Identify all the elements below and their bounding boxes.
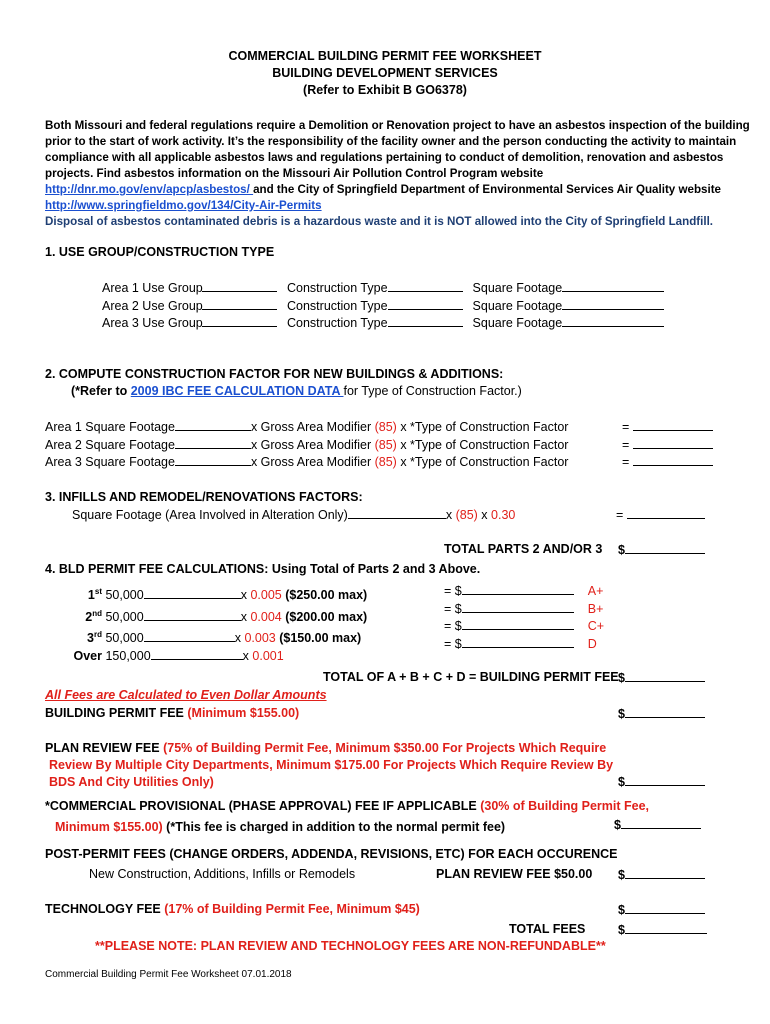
technology-fee-value: $ xyxy=(618,902,705,917)
section1-row: Area 3 Use Group Construction Type Square Footage xyxy=(102,315,664,333)
non-refundable-note: **PLEASE NOTE: PLAN REVIEW AND TECHNOLOGY FEES ARE NON-REFUNDABLE** xyxy=(95,939,606,953)
tier2-result-field[interactable] xyxy=(462,601,574,613)
intro-line2: prior to the start of work activity. It’s the responsibility of the facility owner and the person conducting the activity to maintain xyxy=(45,135,737,148)
section1-heading: 1. USE GROUP/CONSTRUCTION TYPE xyxy=(45,245,275,259)
square-footage-3-field[interactable] xyxy=(562,315,664,327)
use-group-2-field[interactable] xyxy=(202,298,277,310)
use-group-1-field[interactable] xyxy=(202,280,277,292)
section2-rows xyxy=(45,419,568,472)
provisional-fee-field[interactable] xyxy=(621,817,701,829)
section2-results: = = = xyxy=(622,419,713,472)
title-line3: (Refer to Exhibit B GO6378) xyxy=(303,83,467,97)
section3-row: Square Footage (Area Involved in Alteration Only) x (85) x 0.30 xyxy=(72,508,516,522)
section2-row: Area 2 Square Footage x Gross Area Modifier (85) x *Type of Construction Factor xyxy=(45,437,569,452)
total-fees-label: TOTAL FEES xyxy=(509,922,586,936)
section1-row: Area 1 Use Group Construction Type Square Footage xyxy=(102,280,664,298)
tier4-result-field[interactable] xyxy=(462,636,574,648)
tier2-field[interactable] xyxy=(144,609,241,621)
technology-fee-field[interactable] xyxy=(625,902,705,914)
post-permit-fee-value: $ xyxy=(618,867,705,882)
area1-result-field[interactable] xyxy=(633,419,713,431)
square-footage-2-field[interactable] xyxy=(562,298,664,310)
intro-link1-after: and the City of Springfield Department of Environmental Services Air Quality website xyxy=(253,183,722,196)
area2-result-field[interactable] xyxy=(633,437,713,449)
intro-line4: projects. Find asbestos information on the Missouri Air Pollution Control Program website xyxy=(45,167,544,180)
plan-review-fee: PLAN REVIEW FEE (75% of Building Permit Fee, Minimum $350.00 For Projects Which Require Review By Multiple City Departments, Minimum $175.00 For Projects Which Require Review By BDS And City Utilities Only) xyxy=(45,741,614,789)
total-parts-value: $ xyxy=(618,542,705,557)
area3-sqft-field[interactable] xyxy=(175,454,251,466)
section1-rows xyxy=(102,280,664,333)
plan-review-fee-value: $ xyxy=(618,774,705,789)
square-footage-1-field[interactable] xyxy=(562,280,664,292)
fee-tier-row: 2nd 50,000 x 0.004 ($200.00 max) xyxy=(85,608,368,624)
section2-row: Area 1 Square Footage x Gross Area Modifier (85) x *Type of Construction Factor xyxy=(45,420,569,434)
title-line1: COMMERCIAL BUILDING PERMIT FEE WORKSHEET xyxy=(228,49,542,63)
section2-row: Area 3 Square Footage x Gross Area Modifier (85) x *Type of Construction Factor xyxy=(45,455,569,469)
total-fees-field[interactable] xyxy=(625,922,707,934)
section3-result-field[interactable] xyxy=(627,507,705,519)
alteration-sqft-field[interactable] xyxy=(348,507,446,519)
section4-rows xyxy=(73,583,368,665)
springfield-air-permits-link[interactable]: http://www.springfieldmo.gov/134/City-Air-Permits xyxy=(45,199,322,212)
building-permit-fee: BUILDING PERMIT FEE (Minimum $155.00) xyxy=(45,706,300,720)
section4-results: = $ A+ = $ B+ = $ C+ = $ D xyxy=(444,584,605,651)
plan-review-fee-field[interactable] xyxy=(625,774,705,786)
construction-type-2-field[interactable] xyxy=(388,298,463,310)
use-group-3-field[interactable] xyxy=(202,315,277,327)
tier4-field[interactable] xyxy=(151,648,243,660)
even-dollar-note: All Fees are Calculated to Even Dollar Amounts xyxy=(45,688,327,702)
area3-result-field[interactable] xyxy=(633,454,713,466)
building-permit-fee-field[interactable] xyxy=(625,706,705,718)
total-parts-label: TOTAL PARTS 2 AND/OR 3 xyxy=(444,542,603,556)
technology-fee: TECHNOLOGY FEE (17% of Building Permit Fee, Minimum $45) xyxy=(45,902,420,916)
section3-heading: 3. INFILLS AND REMODEL/RENOVATIONS FACTORS: xyxy=(45,490,363,504)
footer: Commercial Building Permit Fee Worksheet 07.01.2018 xyxy=(45,969,292,980)
title-block xyxy=(0,49,770,97)
intro-line1: Both Missouri and federal regulations require a Demolition or Renovation project to have an asbestos inspection of the building xyxy=(45,119,750,132)
section1-row: Area 2 Use Group Construction Type Square Footage xyxy=(102,298,664,316)
dnr-asbestos-link[interactable]: http://dnr.mo.gov/env/apcp/asbestos/ xyxy=(45,183,254,196)
tier1-field[interactable] xyxy=(144,587,241,599)
section3-result: = xyxy=(616,507,705,522)
fee-tier-row: Over 150,000 x 0.001 xyxy=(73,648,284,663)
post-permit-fee-field[interactable] xyxy=(625,867,705,879)
area1-sqft-field[interactable] xyxy=(175,419,251,431)
post-permit-sub: New Construction, Additions, Infills or Remodels xyxy=(89,867,356,881)
tier3-field[interactable] xyxy=(144,630,235,642)
post-permit-fee-label: PLAN REVIEW FEE $50.00 xyxy=(436,867,593,881)
area2-sqft-field[interactable] xyxy=(175,437,251,449)
section4-heading: 4. BLD PERMIT FEE CALCULATIONS: Using Total of Parts 2 and 3 Above. xyxy=(45,562,481,576)
tier1-result-field[interactable] xyxy=(462,583,574,595)
fee-tier-row: 3rd 50,000 x 0.003 ($150.00 max) xyxy=(87,630,362,646)
provisional-fee: *COMMERCIAL PROVISIONAL (PHASE APPROVAL) FEE IF APPLICABLE (30% of Building Permit Fee, Minimum $155.00) (*This fee is charged in addition to the normal permit fee) xyxy=(45,799,649,834)
total-abcd-field[interactable] xyxy=(625,670,705,682)
intro-line5 xyxy=(45,182,750,198)
intro-line3: compliance with all applicable asbestos laws and regulations pertaining to conduct of demolition, renovation and asbestos xyxy=(45,151,724,164)
building-permit-fee-value: $ xyxy=(618,706,705,721)
total-abcd-label: TOTAL OF A + B + C + D = BUILDING PERMIT FEE xyxy=(323,670,619,684)
construction-type-3-field[interactable] xyxy=(388,315,463,327)
section2-heading: 2. COMPUTE CONSTRUCTION FACTOR FOR NEW BUILDINGS & ADDITIONS: xyxy=(45,367,504,381)
title-line2: BUILDING DEVELOPMENT SERVICES xyxy=(272,66,498,80)
total-fees-value: $ xyxy=(618,922,707,937)
post-permit-heading: POST-PERMIT FEES (CHANGE ORDERS, ADDENDA, REVISIONS, ETC) FOR EACH OCCURENCE xyxy=(45,847,618,861)
construction-type-1-field[interactable] xyxy=(388,280,463,292)
tier3-result-field[interactable] xyxy=(462,618,574,630)
ibc-fee-data-link[interactable]: 2009 IBC FEE CALCULATION DATA xyxy=(130,384,344,398)
total-abcd-value: $ xyxy=(618,670,705,685)
provisional-fee-value: $ xyxy=(614,817,701,832)
disposal-notice: Disposal of asbestos contaminated debris is a hazardous waste and it is NOT allowed into the City of Springfield Landfill. xyxy=(45,215,714,228)
fee-tier-row: 1st 50,000 x 0.005 ($250.00 max) xyxy=(87,587,368,603)
section2-subnote: (*Refer to 2009 IBC FEE CALCULATION DATA for Type of Construction Factor.) xyxy=(71,384,522,398)
total-parts-field[interactable] xyxy=(625,542,705,554)
intro-paragraph xyxy=(45,118,750,230)
